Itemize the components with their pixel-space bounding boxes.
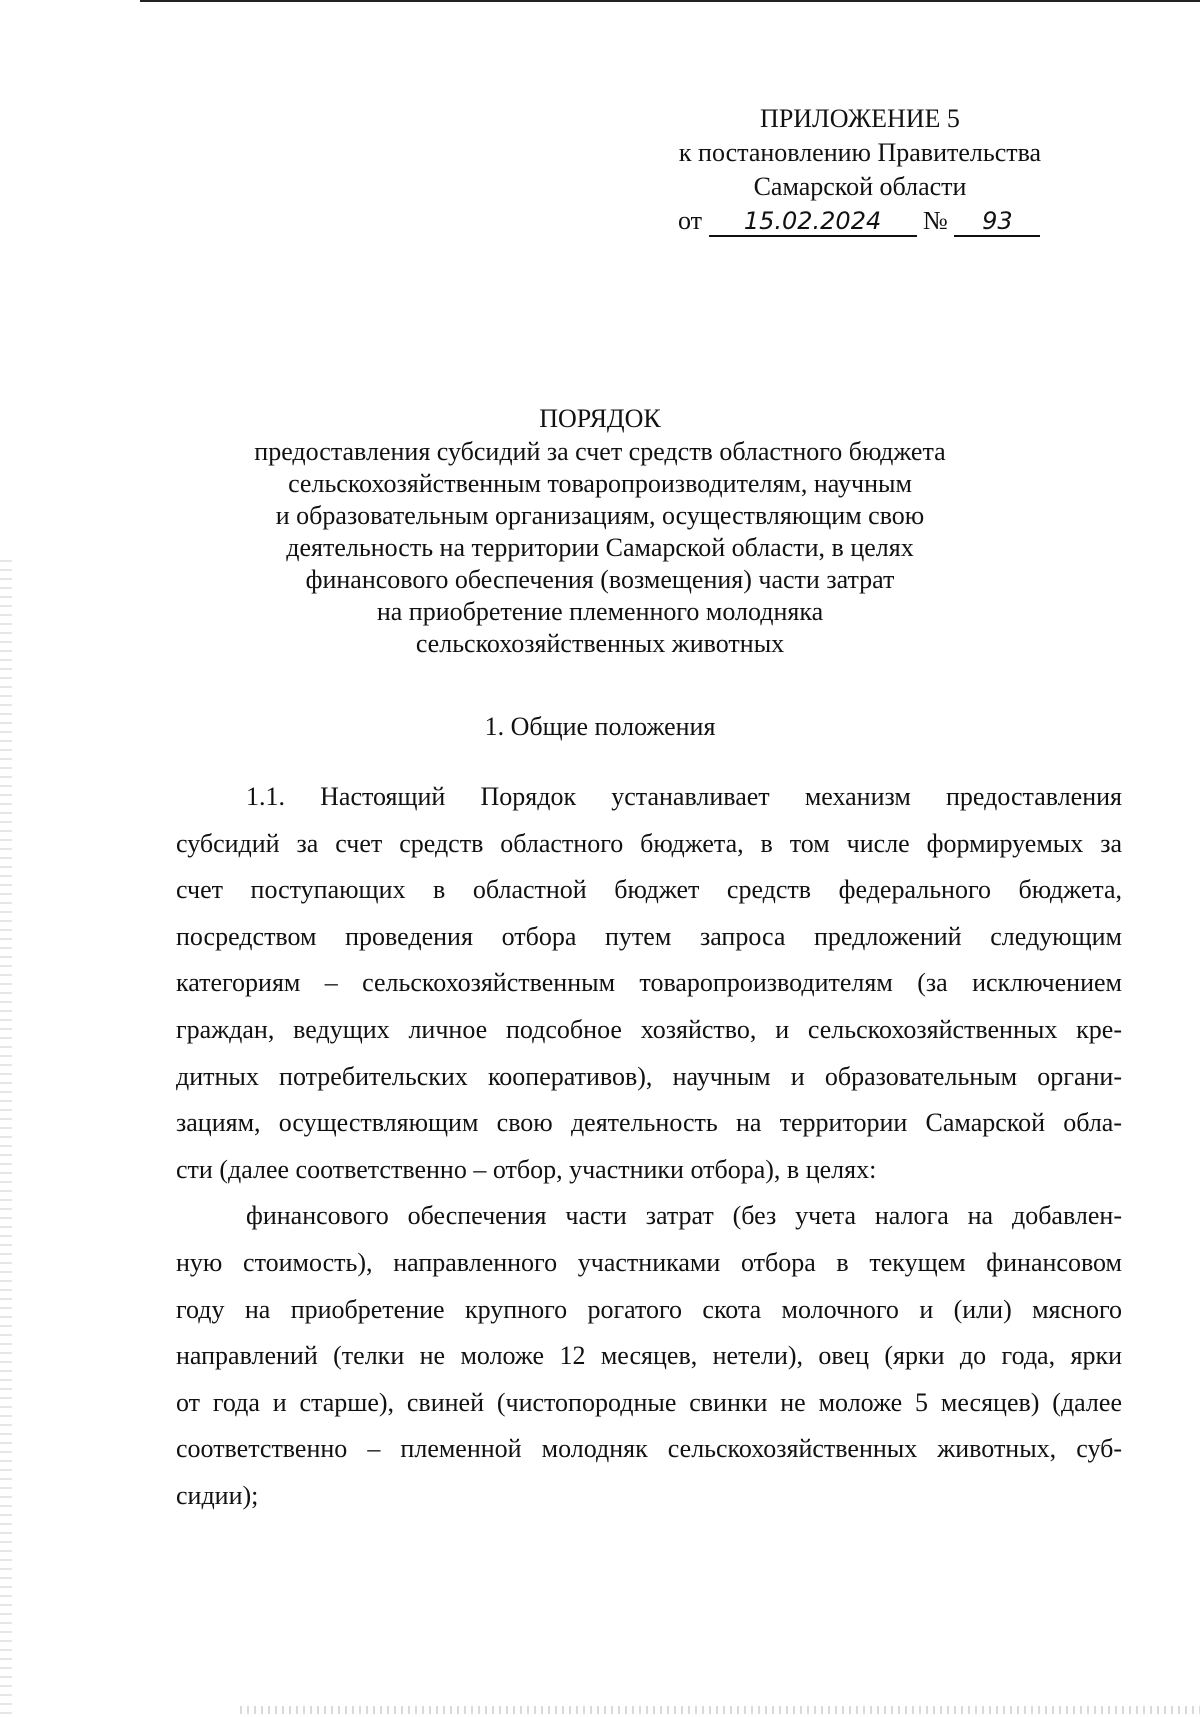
paragraph-1-line: дитных потребительских кооперативов), научным и образовательным органи- <box>176 1061 1122 1091</box>
paragraph-1-line: зациям, осуществляющим свою деятельность на территории Самарской обла- <box>176 1108 1122 1138</box>
paragraph-1-line: 1.1. Настоящий Порядок устанавливает механизм предоставления <box>246 782 1122 811</box>
handwritten-date: 15.02.2024 <box>709 207 917 237</box>
paragraph-1-line: категориям – сельскохозяйственным товаропроизводителям (за исключением <box>176 968 1122 998</box>
appendix-line-1: к постановлению Правительства <box>678 138 1042 167</box>
appendix-block <box>640 102 1080 238</box>
paragraph-2-line: от года и старше), свиней (чистопородные свинки не моложе 5 месяцев) (далее <box>176 1387 1122 1417</box>
paragraph-2-line: ную стоимость), направленного участниками отбора в текущем финансовом <box>176 1247 1122 1277</box>
scan-bottom-edge-noise <box>240 1706 1200 1714</box>
paragraph-2-line: году на приобретение крупного рогатого скота молочного и (или) мясного <box>176 1294 1122 1324</box>
document-title-block <box>180 402 1020 660</box>
paragraph-2-line: направлений (телки не моложе 12 месяцев, нетели), овец (ярки до года, ярки <box>176 1341 1122 1371</box>
subtitle-line: и образовательным организациям, осуществляющим свою <box>275 501 925 530</box>
paragraph-1-line: граждан, ведущих личное подсобное хозяйство, и сельскохозяйственных кре- <box>176 1014 1122 1044</box>
appendix-line-2: Самарской области <box>753 172 967 201</box>
subtitle-line: предоставления субсидий за счет средств областного бюджета <box>254 437 946 466</box>
handwritten-number: 93 <box>954 207 1040 237</box>
body-text <box>176 774 1122 1520</box>
paragraph-1-line: счет поступающих в областной бюджет средств федерального бюджета, <box>176 875 1122 905</box>
paragraph-2-line: сидии); <box>176 1480 259 1510</box>
paragraph-2-line: финансового обеспечения части затрат (без учета налога на добавлен- <box>246 1201 1122 1231</box>
paragraph-1-line: посредством проведения отбора путем запроса предложений следующим <box>176 921 1122 951</box>
document-title: ПОРЯДОК <box>539 404 661 433</box>
section-heading: 1. Общие положения <box>484 712 716 741</box>
subtitle-line: сельскохозяйственным товаропроизводителям, научным <box>288 469 912 498</box>
scan-left-edge-noise <box>0 560 12 1717</box>
number-prefix: № <box>923 206 948 235</box>
subtitle-line: сельскохозяйственных животных <box>415 629 785 658</box>
paragraph-1-line: субсидий за счет средств областного бюджета, в том числе формируемых за <box>176 828 1122 858</box>
subtitle-line: деятельность на территории Самарской области, в целях <box>286 533 914 562</box>
paragraph-1-line: сти (далее соответственно – отбор, участники отбора), в целях: <box>176 1154 877 1184</box>
date-prefix: от <box>678 206 703 235</box>
subtitle-line: на приобретение племенного молодняка <box>376 597 824 626</box>
appendix-title: ПРИЛОЖЕНИЕ 5 <box>760 104 960 133</box>
scan-top-edge <box>140 0 1200 2</box>
appendix-date-line <box>640 204 1080 238</box>
paragraph-2-line: соответственно – племенной молодняк сельскохозяйственных животных, суб- <box>176 1434 1122 1464</box>
subtitle-line: финансового обеспечения (возмещения) части затрат <box>305 565 895 594</box>
